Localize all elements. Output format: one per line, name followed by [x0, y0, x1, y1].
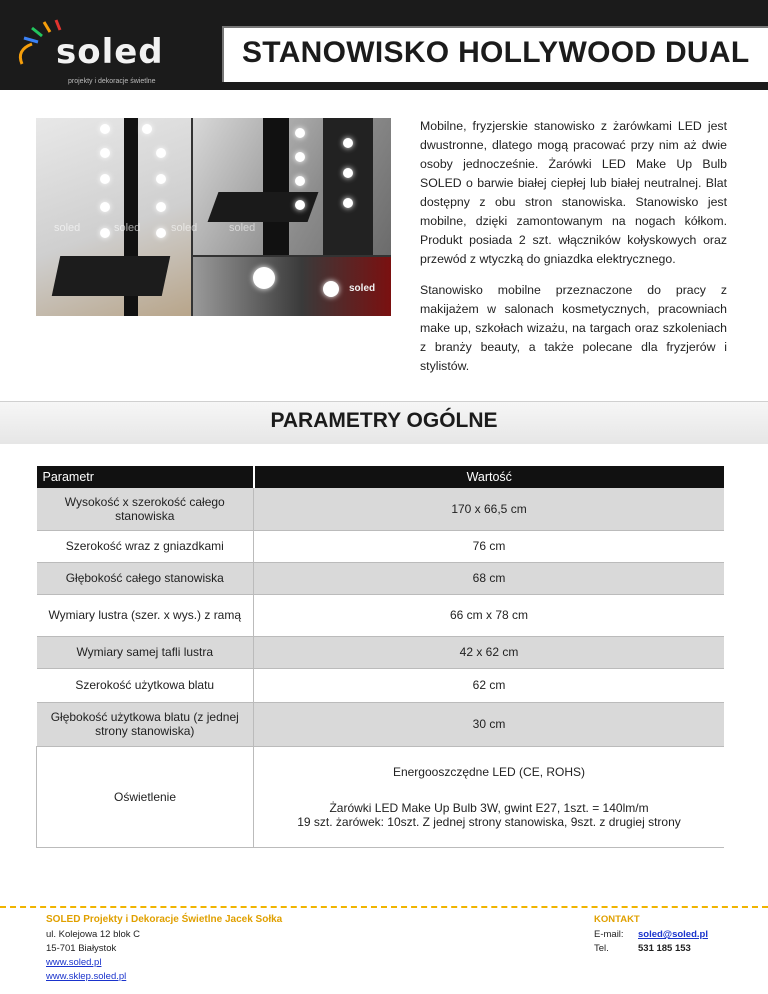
row-value: 62 cm	[254, 668, 725, 702]
email-link[interactable]: soled@soled.pl	[638, 929, 708, 940]
footer-contact-title: KONTAKT	[594, 914, 640, 925]
footer-city: 15-701 Białystok	[46, 943, 117, 954]
watermark-4: soled	[229, 222, 256, 234]
lighting-line-2: Żarówki LED Make Up Bulb 3W, gwint E27, 1szt. = 140lm/m	[329, 800, 649, 815]
row-value: 42 x 62 cm	[254, 636, 725, 668]
footer-street: ul. Kolejowa 12 blok C	[46, 929, 140, 940]
lighting-line-3: 19 szt. żarówek: 10szt. Z jednej strony stanowiska, 9szt. z drugiej strony	[297, 814, 681, 829]
photo-top-right	[171, 118, 391, 255]
header-value: Wartość	[254, 466, 725, 488]
row-param: Wymiary samej tafli lustra	[37, 636, 254, 668]
title-box	[222, 26, 768, 82]
table-header-row	[37, 466, 725, 488]
watermark-1: soled	[54, 222, 81, 234]
footer-divider	[0, 906, 768, 908]
logo-wordmark: soled	[56, 32, 164, 72]
watermark-3: soled	[171, 222, 198, 234]
description-paragraph-1: Mobilne, fryzjerskie stanowisko z żarówkami LED jest dwustronne, dlatego mogą pracować przy nim aż dwie osoby jednocześnie. Żarówki LED Make Up Bulb SOLED o barwie białej ciepłej lub białej neutralnej. Blat dostępny z obu stron stanowiska. Stanowisko jest mobilne, dzięki zamontowanym na nogach kółkom. Produkt posiada 2 szt. włączników kołyskowych oraz przewód z wtyczką do gniazdka elektrycznego.	[420, 119, 727, 266]
table-row	[37, 668, 725, 702]
table-row	[37, 562, 725, 594]
footer-address	[46, 928, 140, 984]
table-row	[37, 636, 725, 668]
watermark-logo: soled	[349, 283, 376, 294]
row-value: 76 cm	[254, 530, 725, 562]
row-param: Szerokość użytkowa blatu	[37, 668, 254, 702]
section-title: PARAMETRY OGÓLNE	[270, 409, 498, 432]
row-value: 68 cm	[254, 562, 725, 594]
row-param: Głębokość całego stanowiska	[37, 562, 254, 594]
product-photo-collage	[36, 118, 391, 316]
phone-number: 531 185 153	[638, 943, 691, 954]
table-row	[37, 702, 725, 746]
table-row	[37, 530, 725, 562]
footer-shop-link[interactable]: www.sklep.soled.pl	[46, 971, 127, 982]
footer-contact	[594, 928, 708, 956]
row-param: Wymiary lustra (szer. x wys.) z ramą	[37, 594, 254, 636]
description-paragraph-2: Stanowisko mobilne przeznaczone do pracy z makijażem w salonach kosmetycznych, pracowniach make up, szkołach wizażu, na targach oraz szkoleniach z branży beauty, a także polecane dla fryzjerów i stylistów.	[420, 283, 727, 373]
row-value: 66 cm x 78 cm	[254, 594, 725, 636]
footer-company: SOLED Projekty i Dekoracje Świetlne Jacek Sołka	[46, 914, 283, 925]
footer-web-link[interactable]: www.soled.pl	[46, 957, 102, 968]
email-label: E-mail:	[594, 929, 624, 940]
photo-bottom-right	[193, 257, 391, 316]
row-value-lighting	[254, 746, 725, 847]
row-value: 170 x 66,5 cm	[254, 488, 725, 530]
lighting-line-1: Energooszczędne LED (CE, ROHS)	[392, 764, 586, 779]
row-param: Oświetlenie	[37, 746, 254, 847]
product-description	[420, 117, 727, 388]
page-title: STANOWISKO HOLLYWOOD DUAL	[242, 36, 750, 69]
row-param: Wysokość x szerokość całego stanowiska	[37, 488, 254, 530]
table-row-lighting	[37, 746, 725, 847]
row-param: Szerokość wraz z gniazdkami	[37, 530, 254, 562]
watermark-2: soled	[114, 222, 141, 234]
header-parameter: Parametr	[37, 466, 254, 488]
logo-tagline: projekty i dekoracje świetlne	[68, 78, 156, 85]
parameters-table	[36, 466, 724, 848]
header-bar	[0, 0, 768, 90]
table-row	[37, 594, 725, 636]
phone-label: Tel.	[594, 943, 609, 954]
soled-logo	[12, 14, 182, 85]
row-value: 30 cm	[254, 702, 725, 746]
row-param: Głębokość użytkowa blatu (z jednej strony stanowiska)	[37, 702, 254, 746]
table-row	[37, 488, 725, 530]
photo-left	[36, 118, 191, 316]
